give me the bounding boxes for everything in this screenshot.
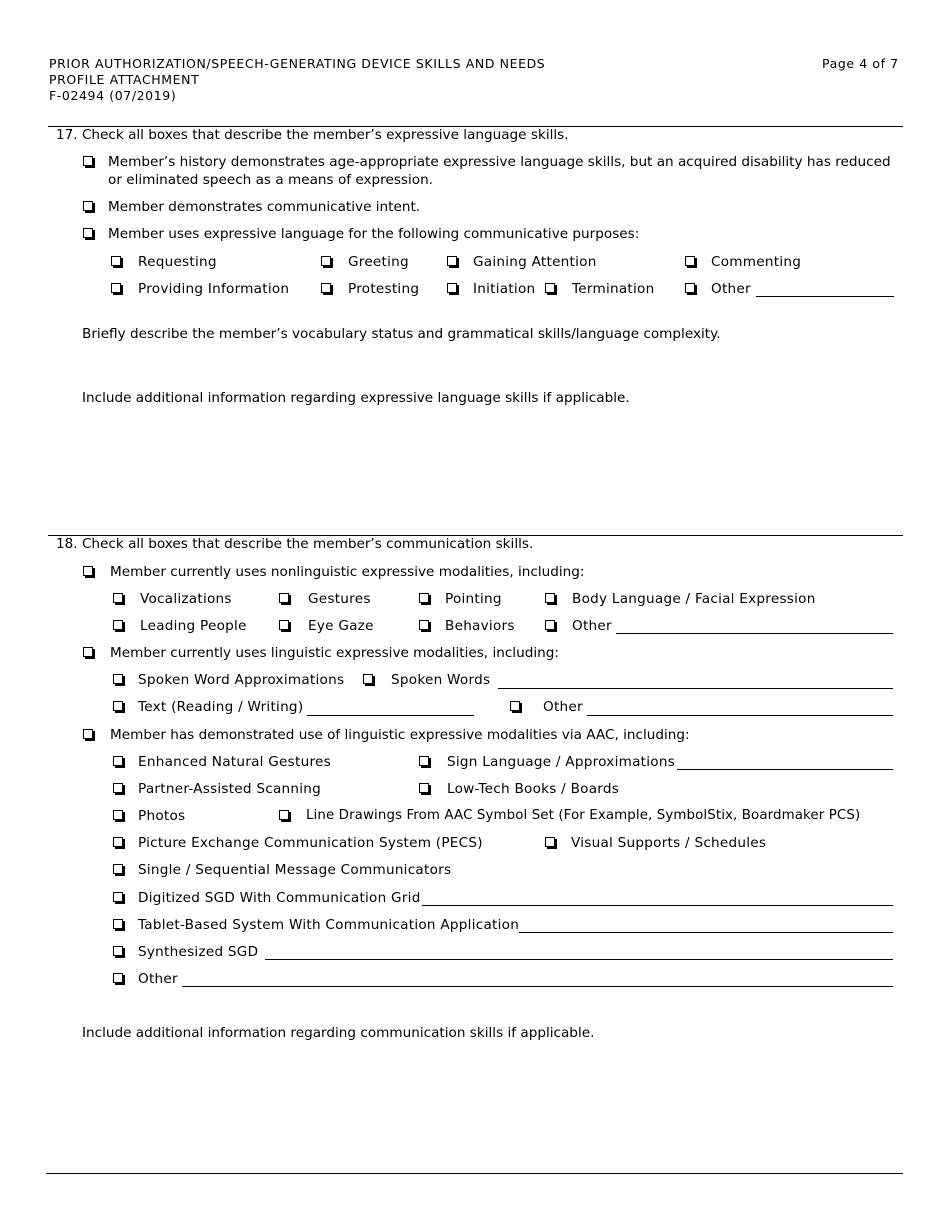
ling-other-field[interactable] bbox=[587, 715, 893, 716]
checkbox-enhanced-gestures[interactable] bbox=[113, 756, 123, 766]
checkbox-vocalizations[interactable] bbox=[113, 593, 123, 603]
expressive-additional-prompt: Include additional information regarding expressive language skills if applicable. bbox=[82, 390, 630, 406]
label-initiation: Initiation bbox=[473, 281, 536, 297]
checkbox-body-language[interactable] bbox=[545, 593, 555, 603]
checkbox-photos[interactable] bbox=[113, 810, 123, 820]
checkbox-gaining-attention[interactable] bbox=[447, 256, 457, 266]
checkbox-termination[interactable] bbox=[545, 283, 555, 293]
label-behaviors: Behaviors bbox=[445, 618, 515, 634]
label-spoken-words: Spoken Words bbox=[391, 672, 491, 688]
checkbox-sign-language[interactable] bbox=[419, 756, 429, 766]
checkbox-history[interactable] bbox=[83, 156, 93, 166]
checkbox-leading-people[interactable] bbox=[113, 620, 123, 630]
checkbox-visual-supports[interactable] bbox=[545, 837, 555, 847]
label-protesting: Protesting bbox=[348, 281, 420, 297]
page-number: Page 4 of 7 bbox=[822, 56, 899, 71]
label-nonlinguistic: Member currently uses nonlinguistic expressive modalities, including: bbox=[110, 564, 585, 580]
label-providing-information: Providing Information bbox=[138, 281, 290, 297]
aac-other-field[interactable] bbox=[182, 986, 893, 987]
label-visual-supports: Visual Supports / Schedules bbox=[571, 835, 767, 851]
checkbox-initiation[interactable] bbox=[447, 283, 457, 293]
label-nonling-other: Other bbox=[572, 618, 612, 634]
checkbox-commenting[interactable] bbox=[685, 256, 695, 266]
label-ling-other: Other bbox=[543, 699, 583, 715]
nonling-other-field[interactable] bbox=[616, 633, 893, 634]
option-purposes: Member uses expressive language for the following communicative purposes: bbox=[108, 226, 640, 242]
checkbox-nonling-other[interactable] bbox=[545, 620, 555, 630]
checkbox-protesting[interactable] bbox=[321, 283, 331, 293]
checkbox-partner-scanning[interactable] bbox=[113, 783, 123, 793]
label-requesting: Requesting bbox=[138, 254, 217, 270]
vocab-prompt: Briefly describe the member’s vocabulary status and grammatical skills/language complexity. bbox=[82, 326, 721, 342]
checkbox-eye-gaze[interactable] bbox=[279, 620, 289, 630]
label-line-drawings: Line Drawings From AAC Symbol Set (For Example, SymbolStix, Boardmaker PCS) bbox=[306, 808, 861, 823]
label-partner-scanning: Partner-Assisted Scanning bbox=[138, 781, 322, 797]
spoken-words-field[interactable] bbox=[498, 688, 893, 689]
checkbox-line-drawings[interactable] bbox=[279, 810, 289, 820]
label-spoken-approximations: Spoken Word Approximations bbox=[138, 672, 345, 688]
option-history-line2: or eliminated speech as a means of expression. bbox=[108, 172, 434, 188]
label-commenting: Commenting bbox=[711, 254, 802, 270]
checkbox-pecs[interactable] bbox=[113, 837, 123, 847]
checkbox-purpose-other[interactable] bbox=[685, 283, 695, 293]
label-synthesized-sgd: Synthesized SGD bbox=[138, 944, 259, 960]
digitized-sgd-field[interactable] bbox=[422, 905, 893, 906]
option-history-line1: Member’s history demonstrates age-appropriate expressive language skills, but an acquired disability has reduced bbox=[108, 154, 891, 170]
tablet-field[interactable] bbox=[519, 932, 893, 933]
label-digitized-sgd: Digitized SGD With Communication Grid bbox=[138, 890, 421, 906]
checkbox-gestures[interactable] bbox=[279, 593, 289, 603]
label-termination: Termination bbox=[572, 281, 655, 297]
footer-divider bbox=[46, 1173, 903, 1174]
checkbox-behaviors[interactable] bbox=[419, 620, 429, 630]
option-intent: Member demonstrates communicative intent. bbox=[108, 199, 421, 215]
form-id: F-02494 (07/2019) bbox=[49, 88, 177, 103]
checkbox-pointing[interactable] bbox=[419, 593, 429, 603]
checkbox-tablet[interactable] bbox=[113, 919, 123, 929]
label-eye-gaze: Eye Gaze bbox=[308, 618, 374, 634]
checkbox-linguistic[interactable] bbox=[83, 647, 93, 657]
label-purpose-other: Other bbox=[711, 281, 751, 297]
checkbox-spoken-words[interactable] bbox=[363, 674, 373, 684]
checkbox-text[interactable] bbox=[113, 701, 123, 711]
form-title-line1: PRIOR AUTHORIZATION/SPEECH-GENERATING DEVICE SKILLS AND NEEDS bbox=[49, 56, 546, 71]
checkbox-spoken-approximations[interactable] bbox=[113, 674, 123, 684]
label-pointing: Pointing bbox=[445, 591, 502, 607]
label-low-tech: Low-Tech Books / Boards bbox=[447, 781, 620, 797]
checkbox-digitized-sgd[interactable] bbox=[113, 892, 123, 902]
label-single-sequential: Single / Sequential Message Communicators bbox=[138, 862, 452, 878]
label-gaining-attention: Gaining Attention bbox=[473, 254, 597, 270]
label-vocalizations: Vocalizations bbox=[140, 591, 232, 607]
label-body-language: Body Language / Facial Expression bbox=[572, 591, 816, 607]
checkbox-ling-other[interactable] bbox=[510, 701, 520, 711]
checkbox-providing-information[interactable] bbox=[111, 283, 121, 293]
label-sign-language: Sign Language / Approximations bbox=[447, 754, 676, 770]
label-pecs: Picture Exchange Communication System (PECS) bbox=[138, 835, 483, 851]
label-gestures: Gestures bbox=[308, 591, 371, 607]
checkbox-requesting[interactable] bbox=[111, 256, 121, 266]
checkbox-aac[interactable] bbox=[83, 729, 93, 739]
checkbox-single-sequential[interactable] bbox=[113, 864, 123, 874]
question-18-text: 18. Check all boxes that describe the member’s communication skills. bbox=[56, 536, 534, 552]
label-enhanced-gestures: Enhanced Natural Gestures bbox=[138, 754, 331, 770]
label-tablet: Tablet-Based System With Communication Application bbox=[138, 917, 520, 933]
label-greeting: Greeting bbox=[348, 254, 409, 270]
checkbox-aac-other[interactable] bbox=[113, 973, 123, 983]
checkbox-intent[interactable] bbox=[83, 201, 93, 211]
label-leading-people: Leading People bbox=[140, 618, 247, 634]
form-title-line2: PROFILE ATTACHMENT bbox=[49, 72, 200, 87]
label-aac: Member has demonstrated use of linguistic expressive modalities via AAC, including: bbox=[110, 727, 690, 743]
label-aac-other: Other bbox=[138, 971, 178, 987]
question-17-text: 17. Check all boxes that describe the member’s expressive language skills. bbox=[56, 127, 569, 143]
communication-additional-prompt: Include additional information regarding communication skills if applicable. bbox=[82, 1025, 595, 1041]
checkbox-low-tech[interactable] bbox=[419, 783, 429, 793]
synthesized-sgd-field[interactable] bbox=[265, 959, 893, 960]
checkbox-nonlinguistic[interactable] bbox=[83, 566, 93, 576]
purpose-other-field[interactable] bbox=[756, 296, 894, 297]
sign-language-field[interactable] bbox=[677, 769, 893, 770]
label-text: Text (Reading / Writing) bbox=[138, 699, 304, 715]
checkbox-purposes[interactable] bbox=[83, 228, 93, 238]
text-field[interactable] bbox=[307, 715, 474, 716]
checkbox-greeting[interactable] bbox=[321, 256, 331, 266]
label-photos: Photos bbox=[138, 808, 186, 824]
checkbox-synthesized-sgd[interactable] bbox=[113, 946, 123, 956]
label-linguistic: Member currently uses linguistic expressive modalities, including: bbox=[110, 645, 559, 661]
